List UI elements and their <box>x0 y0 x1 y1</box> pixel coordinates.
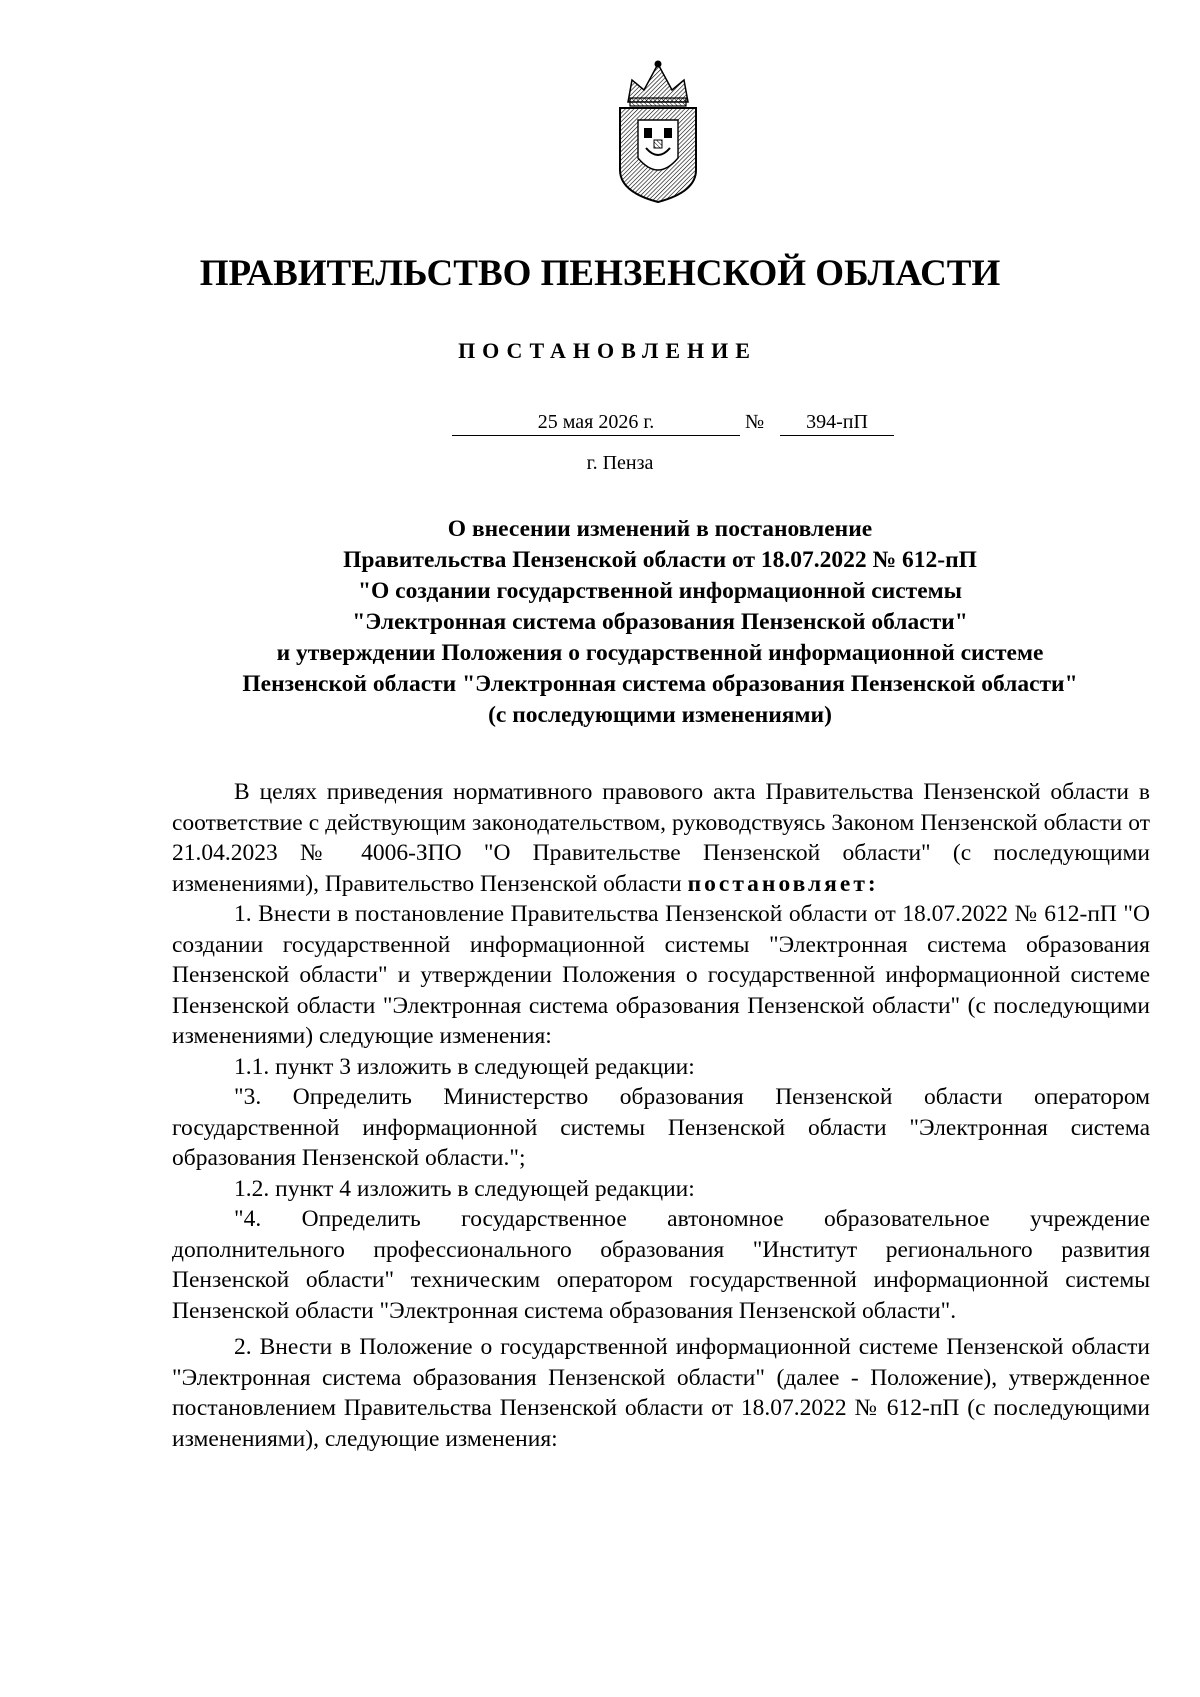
document-subject <box>120 514 1200 731</box>
subject-line: Правительства Пензенской области от 18.07.2022 № 612-пП <box>343 547 977 573</box>
paragraph-1-1: 1.1. пункт 3 изложить в следующей редакции: <box>234 1053 695 1080</box>
document-number: 394-пП <box>780 409 894 436</box>
subject-line: Пензенской области "Электронная система образования Пензенской области" <box>242 671 1078 697</box>
document-body <box>172 777 1150 1454</box>
intro-text: В целях приведения нормативного правового акта Правительства Пензенской области в соответствие с действующим законодательством, руководствуясь Законом Пензенской области от 21.04.2023 № 4006-ЗПО "О Правительстве Пензенской области" (с последующими изменениями), Правительство Пензенской области <box>172 779 1150 897</box>
subject-line: и утверждении Положения о государственной информационной системе <box>276 640 1044 666</box>
document-date: 25 мая 2026 г. <box>452 409 740 436</box>
paragraph-1-1-text: "3. Определить Министерство образования Пензенской области оператором государственной информационной системы Пензенской области "Электронная система образования Пензенской области."; <box>172 1084 1150 1171</box>
document-city: г. Пенза <box>586 452 654 474</box>
paragraph-1: 1. Внести в постановление Правительства Пензенской области от 18.07.2022 № 612-пП "О создании государственной информационной системы "Электронная система образования Пензенской области" и утверждении Положения о государственной информационной системе Пензенской области "Электронная система образования Пензенской области" (с последующими изменениями) следующие изменения: <box>172 901 1150 1049</box>
intro-paragraph <box>172 777 1150 899</box>
paragraph-1-2: 1.2. пункт 4 изложить в следующей редакции: <box>234 1175 695 1202</box>
subject-line: "Электронная система образования Пензенской области" <box>352 609 968 635</box>
subject-line: О внесении изменений в постановление <box>447 516 873 542</box>
paragraph-1-2-text: "4. Определить государственное автономное образовательное учреждение дополнительного профессионального образования "Институт регионального развития Пензенской области" техническим оператором государственной информационной системы Пензенской области "Электронная система образования Пензенской области". <box>172 1206 1150 1324</box>
document-type: ПОСТАНОВЛЕНИЕ <box>458 338 757 363</box>
number-sign: № <box>745 411 765 433</box>
decree-word: постановляет: <box>687 870 879 897</box>
organization-title: ПРАВИТЕЛЬСТВО ПЕНЗЕНСКОЙ ОБЛАСТИ <box>199 253 1001 294</box>
paragraph-2: 2. Внести в Положение о государственной информационной системе Пензенской области "Электронная система образования Пензенской области" (далее - Положение), утвержденное постановлением Правительства Пензенской области от 18.07.2022 № 612-пП (с последующими изменениями), следующие изменения: <box>172 1334 1150 1452</box>
subject-line: (с последующими изменениями) <box>488 702 832 728</box>
coat-of-arms-icon <box>608 58 708 206</box>
subject-line: "О создании государственной информационной системы <box>357 578 962 604</box>
